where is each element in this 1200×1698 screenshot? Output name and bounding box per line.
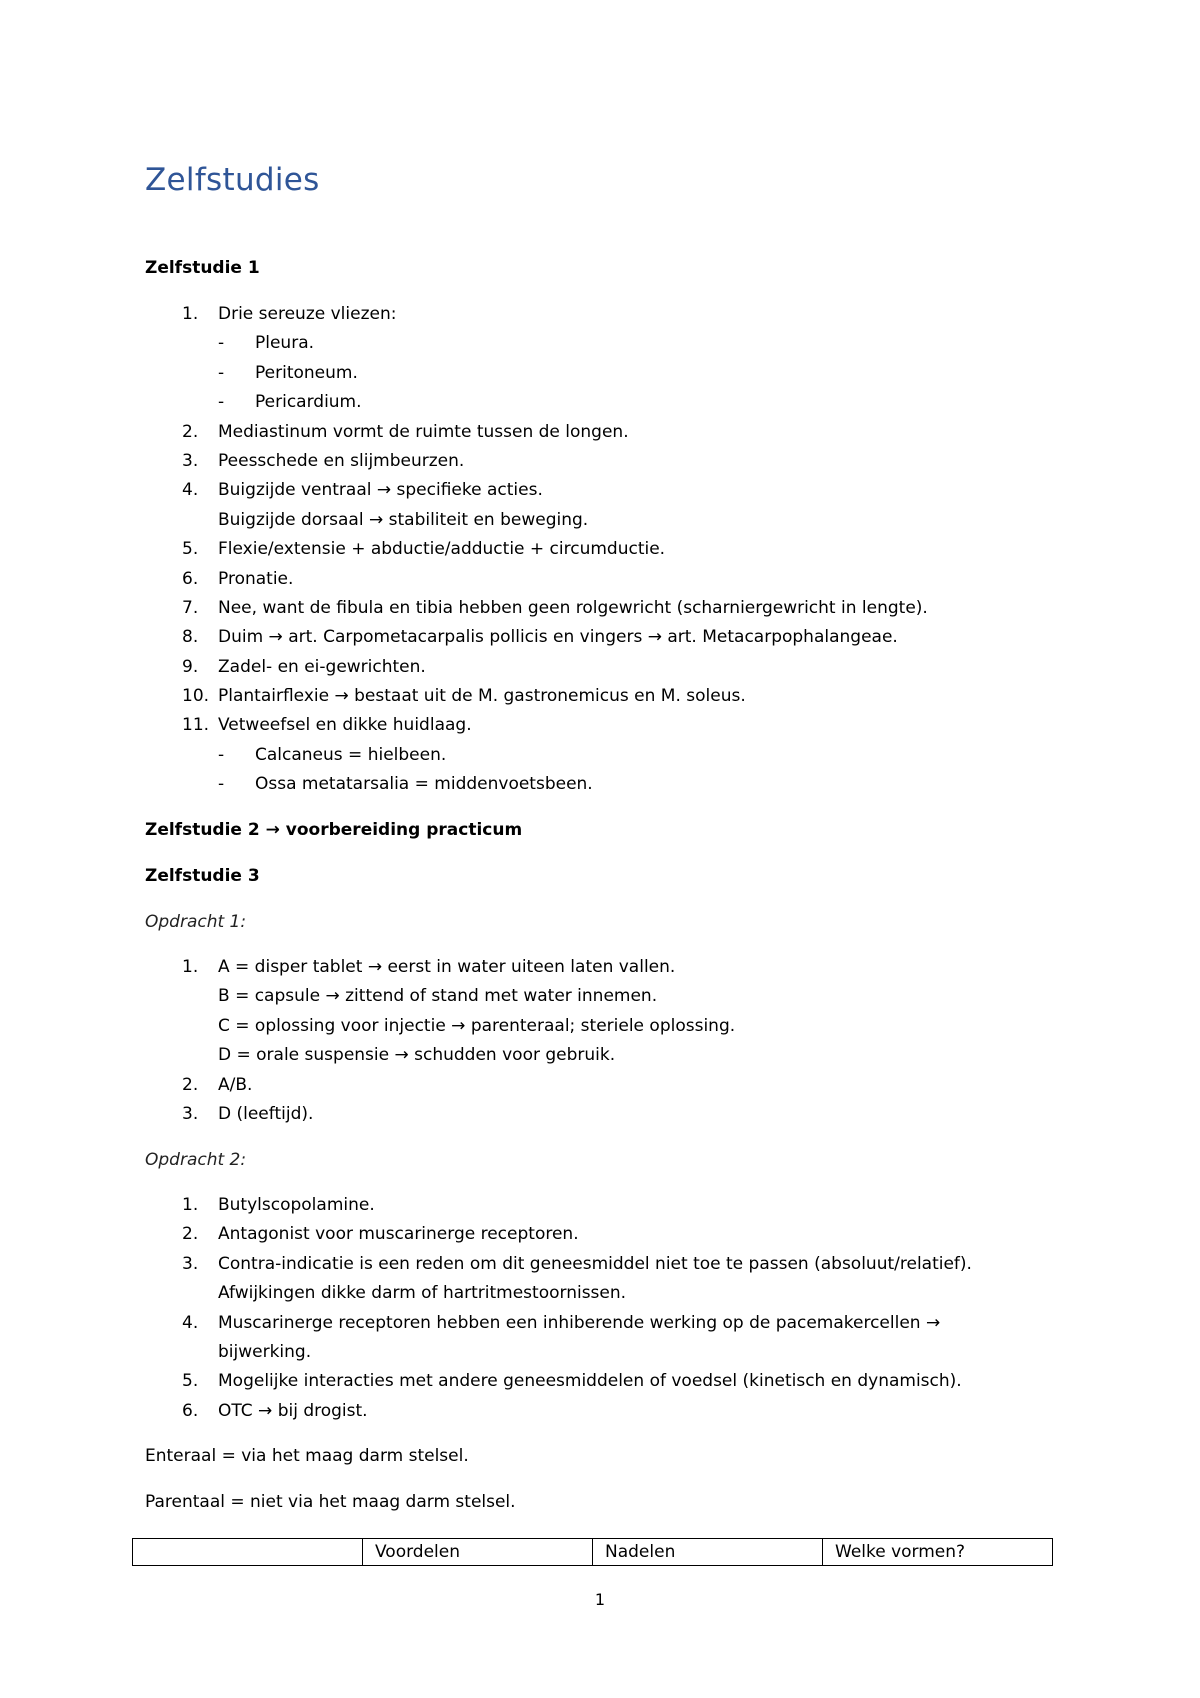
list-item-text: Afwijkingen dikke darm of hartritmestoornissen. <box>218 1283 627 1304</box>
list-item-number: 5. <box>182 539 199 560</box>
list-item-number: 2. <box>182 421 199 442</box>
list-item <box>145 329 1060 358</box>
list-item-text: Muscarinerge receptoren hebben een inhiberende werking op de pacemakercellen → <box>218 1312 941 1333</box>
list-item-text: Duim → art. Carpometacarpalis pollicis en vingers → art. Metacarpophalangeae. <box>218 627 898 648</box>
opdracht-2-list <box>145 1191 1060 1426</box>
list-item-text: D (leeftijd). <box>218 1103 314 1124</box>
list-item-text: Ossa metatarsalia = middenvoetsbeen. <box>255 774 593 795</box>
table-header-cell: Nadelen <box>593 1539 823 1566</box>
list-item-text: Pericardium. <box>255 392 362 413</box>
list-item <box>145 300 1060 329</box>
opdracht-1-list <box>145 953 1060 1129</box>
list-item-number: 9. <box>182 656 199 677</box>
list-item-text: Nee, want de fibula en tibia hebben geen rolgewricht (scharniergewricht in lengte). <box>218 597 928 618</box>
list-item <box>145 1367 1060 1396</box>
list-item-number: 6. <box>182 1400 199 1421</box>
subheading-opdracht-1: Opdracht 1: <box>145 912 247 932</box>
enteraal-definition: Enteraal = via het maag darm stelsel. <box>145 1446 469 1466</box>
list-item <box>145 418 1060 447</box>
list-item-text: Buigzijde ventraal → specifieke acties. <box>218 480 543 501</box>
list-item <box>145 1041 1060 1070</box>
table-header-cell: Voordelen <box>363 1539 593 1566</box>
list-item <box>145 1250 1060 1279</box>
list-item-text: Vetweefsel en dikke huidlaag. <box>218 715 472 736</box>
list-item-number: 2. <box>182 1074 199 1095</box>
list-item <box>145 594 1060 623</box>
list-item-number: 1. <box>182 304 199 324</box>
list-item <box>145 565 1060 594</box>
list-item-bullet: - <box>218 362 225 383</box>
list-item-text: Buigzijde dorsaal → stabiliteit en beweging. <box>218 509 589 530</box>
list-item-text: Mediastinum vormt de ruimte tussen de longen. <box>218 421 629 442</box>
list-item <box>145 1279 1060 1308</box>
list-item-text: bijwerking. <box>218 1341 312 1362</box>
list-item-text: D = orale suspensie → schudden voor gebruik. <box>218 1045 616 1066</box>
list-item-text: Peesschede en slijmbeurzen. <box>218 450 465 471</box>
list-item <box>145 1071 1060 1100</box>
list-item <box>145 770 1060 799</box>
zelfstudie-1-list <box>145 300 1060 800</box>
list-item <box>145 447 1060 476</box>
list-item <box>145 1338 1060 1367</box>
list-item-number: 3. <box>182 450 199 471</box>
parentaal-definition: Parentaal = niet via het maag darm stelsel. <box>145 1492 516 1512</box>
list-item-number: 1. <box>182 1195 199 1215</box>
list-item-text: Plantairflexie → bestaat uit de M. gastronemicus en M. soleus. <box>218 686 746 707</box>
page-number: 1 <box>594 1590 606 1609</box>
list-item <box>145 1397 1060 1426</box>
list-item-number: 5. <box>182 1371 199 1392</box>
list-item-text: A/B. <box>218 1074 253 1095</box>
list-item-text: C = oplossing voor injectie → parenteraal; steriele oplossing. <box>218 1015 736 1036</box>
comparison-table <box>132 1538 1053 1566</box>
list-item-number: 7. <box>182 597 199 618</box>
list-item <box>145 711 1060 740</box>
list-item-number: 4. <box>182 480 199 501</box>
list-item-bullet: - <box>218 774 225 795</box>
list-item-number: 6. <box>182 568 199 589</box>
section-heading-zelfstudie-3: Zelfstudie 3 <box>145 866 260 886</box>
list-item <box>145 682 1060 711</box>
list-item-text: Peritoneum. <box>255 362 358 383</box>
list-item-text: Drie sereuze vliezen: <box>218 304 397 324</box>
subheading-opdracht-2: Opdracht 2: <box>145 1150 247 1170</box>
list-item-text: Contra-indicatie is een reden om dit geneesmiddel niet toe te passen (absoluut/relatief). <box>218 1253 972 1274</box>
list-item-number: 4. <box>182 1312 199 1333</box>
document-title: Zelfstudies <box>145 162 320 198</box>
list-item-number: 3. <box>182 1253 199 1274</box>
list-item-text: Calcaneus = hielbeen. <box>255 744 447 765</box>
table-header-cell <box>133 1539 363 1566</box>
section-heading-zelfstudie-1: Zelfstudie 1 <box>145 258 260 278</box>
list-item-text: OTC → bij drogist. <box>218 1400 368 1421</box>
list-item-text: Pronatie. <box>218 568 294 589</box>
list-item-text: Antagonist voor muscarinerge receptoren. <box>218 1224 579 1245</box>
list-item-number: 3. <box>182 1103 199 1124</box>
list-item-bullet: - <box>218 333 225 354</box>
list-item-number: 8. <box>182 627 199 648</box>
list-item-number: 10. <box>182 686 210 707</box>
list-item <box>145 476 1060 505</box>
list-item <box>145 359 1060 388</box>
list-item-text: Flexie/extensie + abductie/adductie + circumductie. <box>218 539 666 560</box>
list-item <box>145 1012 1060 1041</box>
list-item-text: Zadel- en ei-gewrichten. <box>218 656 426 677</box>
section-heading-zelfstudie-2: Zelfstudie 2 → voorbereiding practicum <box>145 820 523 840</box>
list-item <box>145 953 1060 982</box>
list-item-bullet: - <box>218 392 225 413</box>
table-header-cell: Welke vormen? <box>823 1539 1053 1566</box>
list-item <box>145 1191 1060 1220</box>
list-item-number: 11. <box>182 715 210 736</box>
list-item <box>145 506 1060 535</box>
list-item <box>145 1220 1060 1249</box>
list-item-text: A = disper tablet → eerst in water uiteen laten vallen. <box>218 957 676 977</box>
list-item-text: B = capsule → zittend of stand met water innemen. <box>218 986 658 1007</box>
table-header-row <box>133 1539 1053 1566</box>
list-item-text: Butylscopolamine. <box>218 1195 375 1215</box>
list-item <box>145 388 1060 417</box>
list-item <box>145 1100 1060 1129</box>
list-item <box>145 623 1060 652</box>
list-item-text: Mogelijke interacties met andere geneesmiddelen of voedsel (kinetisch en dynamisch). <box>218 1371 962 1392</box>
list-item-number: 1. <box>182 957 199 977</box>
list-item-bullet: - <box>218 744 225 765</box>
list-item <box>145 653 1060 682</box>
list-item <box>145 741 1060 770</box>
list-item-number: 2. <box>182 1224 199 1245</box>
list-item <box>145 1309 1060 1338</box>
list-item <box>145 982 1060 1011</box>
list-item-text: Pleura. <box>255 333 315 354</box>
list-item <box>145 535 1060 564</box>
